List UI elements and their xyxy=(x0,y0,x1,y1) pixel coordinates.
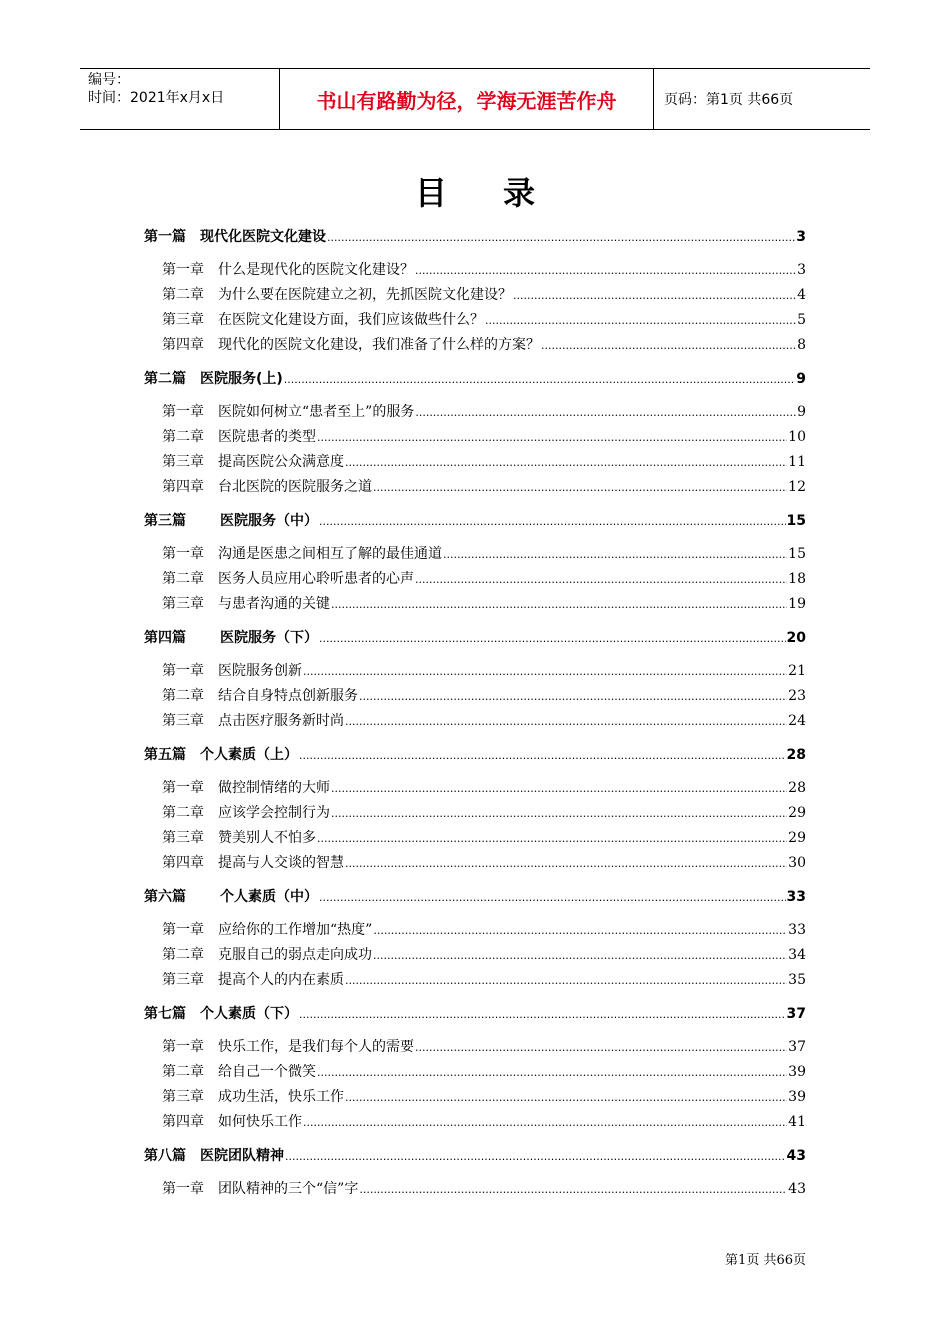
toc-page-number: 43 xyxy=(788,1181,806,1197)
toc-dot-leader xyxy=(345,972,787,988)
toc-dot-leader xyxy=(317,429,787,445)
toc-entry-number: 第五篇 xyxy=(144,747,186,763)
toc-entry-title: 台北医院的医院服务之道 xyxy=(218,479,372,495)
toc-chapter-entry[interactable] xyxy=(144,710,806,735)
toc-page-number: 33 xyxy=(788,922,806,938)
toc-entry-label xyxy=(162,777,330,797)
toc-entry-label xyxy=(144,1003,298,1023)
toc-page-number: 34 xyxy=(788,947,806,963)
toc-chapter-entry[interactable] xyxy=(144,969,806,994)
toc-entry-number: 第四章 xyxy=(162,855,204,871)
toc-page-number: 11 xyxy=(788,454,806,470)
toc-page-number: 28 xyxy=(788,780,806,796)
toc-dot-leader xyxy=(359,1181,787,1197)
toc-entry-title: 什么是现代化的医院文化建设？ xyxy=(218,262,414,278)
toc-dot-leader xyxy=(373,479,787,495)
toc-dot-leader xyxy=(319,513,786,529)
toc-page-number: 35 xyxy=(788,972,806,988)
toc-dot-leader xyxy=(299,747,786,763)
toc-entry-title: 赞美别人不怕多 xyxy=(218,830,316,846)
toc-entry-number: 第六篇 xyxy=(144,889,186,905)
toc-page-number: 15 xyxy=(786,513,806,529)
toc-chapter-entry[interactable] xyxy=(144,852,806,877)
page-header xyxy=(80,68,870,130)
toc-part-entry[interactable] xyxy=(144,510,806,534)
toc-page-number: 8 xyxy=(797,337,806,353)
toc-dot-leader xyxy=(331,805,787,821)
toc-dot-leader xyxy=(303,1114,787,1130)
toc-chapter-entry[interactable] xyxy=(144,593,806,618)
toc-entry-title: 团队精神的三个“信”字 xyxy=(218,1181,359,1197)
toc-dot-leader xyxy=(345,713,787,729)
page-footer: 第1页 共66页 xyxy=(725,1253,806,1268)
toc-entry-label xyxy=(162,710,344,730)
toc-page-number: 12 xyxy=(788,479,806,495)
toc-entry-title: 快乐工作，是我们每个人的需要 xyxy=(218,1039,414,1055)
toc-page-number: 3 xyxy=(797,262,806,278)
toc-entry-number: 第三章 xyxy=(162,830,204,846)
toc-entry-number: 第一章 xyxy=(162,1181,204,1197)
toc-entry-number: 第二章 xyxy=(162,429,204,445)
toc-entry-label xyxy=(162,1178,358,1198)
toc-entry-label xyxy=(162,426,316,446)
toc-chapter-entry[interactable] xyxy=(144,777,806,802)
toc-dot-leader xyxy=(373,947,787,963)
toc-entry-number: 第一章 xyxy=(162,663,204,679)
toc-chapter-entry[interactable] xyxy=(144,1178,806,1203)
toc-entry-number: 第一章 xyxy=(162,780,204,796)
toc-page-number: 41 xyxy=(788,1114,806,1130)
toc-chapter-entry[interactable] xyxy=(144,568,806,593)
toc-entry-number: 第二篇 xyxy=(144,371,186,387)
toc-page-number: 23 xyxy=(788,688,806,704)
toc-entry-label xyxy=(162,284,512,304)
toc-entry-label xyxy=(162,827,316,847)
toc-page-number: 21 xyxy=(788,663,806,679)
toc-entry-label xyxy=(162,476,372,496)
toc-entry-title: 应该学会控制行为 xyxy=(218,805,330,821)
toc-entry-number: 第二章 xyxy=(162,688,204,704)
toc-dot-leader xyxy=(513,287,796,303)
toc-entry-number: 第二章 xyxy=(162,805,204,821)
toc-entry-number: 第二章 xyxy=(162,1064,204,1080)
toc-page-number: 29 xyxy=(788,830,806,846)
toc-entry-label xyxy=(162,401,414,421)
toc-dot-leader xyxy=(415,1039,787,1055)
toc-entry-title: 医院如何树立“患者至上”的服务 xyxy=(218,404,415,420)
toc-dot-leader xyxy=(331,780,787,796)
toc-entry-label xyxy=(144,744,298,764)
toc-chapter-entry[interactable] xyxy=(144,919,806,944)
toc-dot-leader xyxy=(285,1148,786,1164)
toc-entry-label xyxy=(162,1061,316,1081)
toc-entry-title: 点击医疗服务新时尚 xyxy=(218,713,344,729)
toc-page-number: 37 xyxy=(788,1039,806,1055)
toc-dot-leader xyxy=(415,571,787,587)
toc-entry-title: 个人素质（中） xyxy=(220,889,318,905)
toc-dot-leader xyxy=(345,1089,787,1105)
toc-entry-title: 医务人员应用心聆听患者的心声 xyxy=(218,571,414,587)
toc-entry-title: 现代化医院文化建设 xyxy=(200,229,326,245)
toc-entry-title: 提高医院公众满意度 xyxy=(218,454,344,470)
toc-entry-label xyxy=(144,627,318,647)
toc-entry-title: 沟通是医患之间相互了解的最佳通道 xyxy=(218,546,442,562)
toc-chapter-entry[interactable] xyxy=(144,309,806,334)
toc-part-entry[interactable] xyxy=(144,368,806,392)
toc-entry-number: 第三章 xyxy=(162,596,204,612)
toc-entry-number: 第一章 xyxy=(162,546,204,562)
toc-dot-leader xyxy=(317,1064,787,1080)
toc-page-number: 39 xyxy=(788,1064,806,1080)
toc-entry-number: 第四章 xyxy=(162,479,204,495)
table-of-contents xyxy=(144,226,806,1203)
toc-dot-leader xyxy=(359,688,787,704)
toc-dot-leader xyxy=(443,546,787,562)
toc-dot-leader xyxy=(299,1006,786,1022)
toc-dot-leader xyxy=(319,889,786,905)
toc-entry-title: 医院团队精神 xyxy=(200,1148,284,1164)
toc-entry-title: 医院服务(上) xyxy=(200,371,283,387)
toc-chapter-entry[interactable] xyxy=(144,426,806,451)
toc-entry-title: 如何快乐工作 xyxy=(218,1114,302,1130)
header-meta xyxy=(80,69,280,129)
toc-entry-label xyxy=(162,309,484,329)
toc-entry-number: 第二章 xyxy=(162,947,204,963)
toc-dot-leader xyxy=(345,855,787,871)
toc-page-number: 30 xyxy=(788,855,806,871)
toc-entry-label xyxy=(162,593,330,613)
toc-chapter-entry[interactable] xyxy=(144,476,806,501)
toc-page-number: 33 xyxy=(786,889,806,905)
toc-page-number: 3 xyxy=(796,229,806,245)
toc-entry-label xyxy=(162,919,372,939)
toc-chapter-entry[interactable] xyxy=(144,451,806,476)
toc-entry-label xyxy=(162,1086,344,1106)
toc-entry-label xyxy=(162,852,344,872)
toc-chapter-entry[interactable] xyxy=(144,284,806,309)
toc-dot-leader xyxy=(319,630,786,646)
toc-entry-title: 提高个人的内在素质 xyxy=(218,972,344,988)
toc-page-number: 43 xyxy=(786,1148,806,1164)
toc-page-number: 39 xyxy=(788,1089,806,1105)
toc-entry-number: 第四章 xyxy=(162,337,204,353)
toc-page-number: 10 xyxy=(788,429,806,445)
toc-entry-title: 提高与人交谈的智慧 xyxy=(218,855,344,871)
toc-chapter-entry[interactable] xyxy=(144,259,806,284)
toc-entry-title: 做控制情绪的大师 xyxy=(218,780,330,796)
toc-chapter-entry[interactable] xyxy=(144,1086,806,1111)
toc-entry-title: 为什么要在医院建立之初，先抓医院文化建设？ xyxy=(218,287,512,303)
toc-entry-title: 个人素质（下） xyxy=(200,1006,298,1022)
toc-page-number: 5 xyxy=(797,312,806,328)
toc-chapter-entry[interactable] xyxy=(144,1061,806,1086)
toc-entry-number: 第三章 xyxy=(162,454,204,470)
toc-dot-leader xyxy=(284,371,795,387)
toc-entry-title: 在医院文化建设方面，我们应该做些什么？ xyxy=(218,312,484,328)
toc-entry-title: 医院患者的类型 xyxy=(218,429,316,445)
toc-entry-label xyxy=(162,1111,302,1131)
toc-dot-leader xyxy=(331,596,787,612)
toc-chapter-entry[interactable] xyxy=(144,685,806,710)
toc-dot-leader xyxy=(317,830,787,846)
toc-entry-number: 第三章 xyxy=(162,972,204,988)
header-page-info: 页码：第1页 共66页 xyxy=(664,92,794,108)
toc-dot-leader xyxy=(415,404,796,420)
toc-entry-number: 第四章 xyxy=(162,1114,204,1130)
toc-entry-title: 结合自身特点创新服务 xyxy=(218,688,358,704)
toc-entry-title: 个人素质（上） xyxy=(200,747,298,763)
toc-page-number: 37 xyxy=(786,1006,806,1022)
toc-page-number: 24 xyxy=(788,713,806,729)
time-label: 时间：2021年x月x日 xyxy=(88,90,225,106)
toc-entry-label xyxy=(144,1145,284,1165)
toc-dot-leader xyxy=(327,229,795,245)
toc-chapter-entry[interactable] xyxy=(144,802,806,827)
toc-chapter-entry[interactable] xyxy=(144,401,806,426)
toc-entry-number: 第七篇 xyxy=(144,1006,186,1022)
toc-part-entry[interactable] xyxy=(144,886,806,910)
toc-entry-label xyxy=(162,451,344,471)
toc-entry-label xyxy=(144,510,318,530)
toc-entry-label xyxy=(162,660,302,680)
toc-entry-number: 第三章 xyxy=(162,1089,204,1105)
toc-entry-label xyxy=(162,944,372,964)
toc-entry-number: 第四篇 xyxy=(144,630,186,646)
toc-entry-number: 第八篇 xyxy=(144,1148,186,1164)
toc-part-entry[interactable] xyxy=(144,226,806,250)
page-title: 目录 xyxy=(414,174,591,212)
toc-chapter-entry[interactable] xyxy=(144,827,806,852)
toc-entry-number: 第一章 xyxy=(162,922,204,938)
toc-page-number: 9 xyxy=(796,371,806,387)
toc-entry-number: 第二章 xyxy=(162,571,204,587)
header-motto: 书山有路勤为径，学海无涯苦作舟 xyxy=(280,69,654,129)
toc-entry-title: 成功生活，快乐工作 xyxy=(218,1089,344,1105)
toc-entry-number: 第三章 xyxy=(162,713,204,729)
toc-entry-title: 与患者沟通的关键 xyxy=(218,596,330,612)
toc-page-number: 15 xyxy=(788,546,806,562)
toc-entry-title: 医院服务（下） xyxy=(220,630,318,646)
toc-part-entry[interactable] xyxy=(144,1145,806,1169)
toc-page-number: 28 xyxy=(786,747,806,763)
toc-dot-leader xyxy=(345,454,787,470)
toc-chapter-entry[interactable] xyxy=(144,660,806,685)
toc-entry-label xyxy=(144,368,283,388)
toc-entry-title: 给自己一个微笑 xyxy=(218,1064,316,1080)
toc-entry-title: 医院服务（中） xyxy=(220,513,318,529)
toc-dot-leader xyxy=(303,663,787,679)
toc-chapter-entry[interactable] xyxy=(144,1036,806,1061)
toc-page-number: 29 xyxy=(788,805,806,821)
toc-entry-label xyxy=(162,259,414,279)
toc-chapter-entry[interactable] xyxy=(144,1111,806,1136)
toc-part-entry[interactable] xyxy=(144,744,806,768)
toc-dot-leader xyxy=(373,922,787,938)
toc-part-entry[interactable] xyxy=(144,1003,806,1027)
toc-page-number: 19 xyxy=(788,596,806,612)
toc-entry-label xyxy=(144,226,326,246)
toc-chapter-entry[interactable] xyxy=(144,944,806,969)
toc-entry-number: 第一篇 xyxy=(144,229,186,245)
toc-page-number: 4 xyxy=(797,287,806,303)
toc-entry-label xyxy=(162,969,344,989)
toc-entry-label xyxy=(162,685,358,705)
toc-page-number: 18 xyxy=(788,571,806,587)
toc-page-number: 20 xyxy=(786,630,806,646)
toc-entry-label xyxy=(162,543,442,563)
toc-entry-number: 第三篇 xyxy=(144,513,186,529)
toc-entry-number: 第一章 xyxy=(162,404,204,420)
toc-part-entry[interactable] xyxy=(144,627,806,651)
toc-entry-label xyxy=(144,886,318,906)
toc-entry-title: 医院服务创新 xyxy=(218,663,302,679)
toc-entry-title: 应给你的工作增加“热度” xyxy=(218,922,373,938)
toc-entry-label xyxy=(162,334,540,354)
toc-entry-number: 第三章 xyxy=(162,312,204,328)
toc-entry-number: 第一章 xyxy=(162,262,204,278)
toc-dot-leader xyxy=(485,312,796,328)
toc-chapter-entry[interactable] xyxy=(144,543,806,568)
toc-entry-title: 克服自己的弱点走向成功 xyxy=(218,947,372,963)
toc-entry-label xyxy=(162,568,414,588)
toc-entry-label xyxy=(162,802,330,822)
toc-chapter-entry[interactable] xyxy=(144,334,806,359)
toc-entry-title: 现代化的医院文化建设，我们准备了什么样的方案？ xyxy=(218,337,540,353)
toc-dot-leader xyxy=(415,262,796,278)
toc-entry-number: 第二章 xyxy=(162,287,204,303)
toc-dot-leader xyxy=(541,337,796,353)
toc-entry-label xyxy=(162,1036,414,1056)
number-label: 编号： xyxy=(88,72,130,88)
toc-entry-number: 第一章 xyxy=(162,1039,204,1055)
toc-page-number: 9 xyxy=(797,404,806,420)
